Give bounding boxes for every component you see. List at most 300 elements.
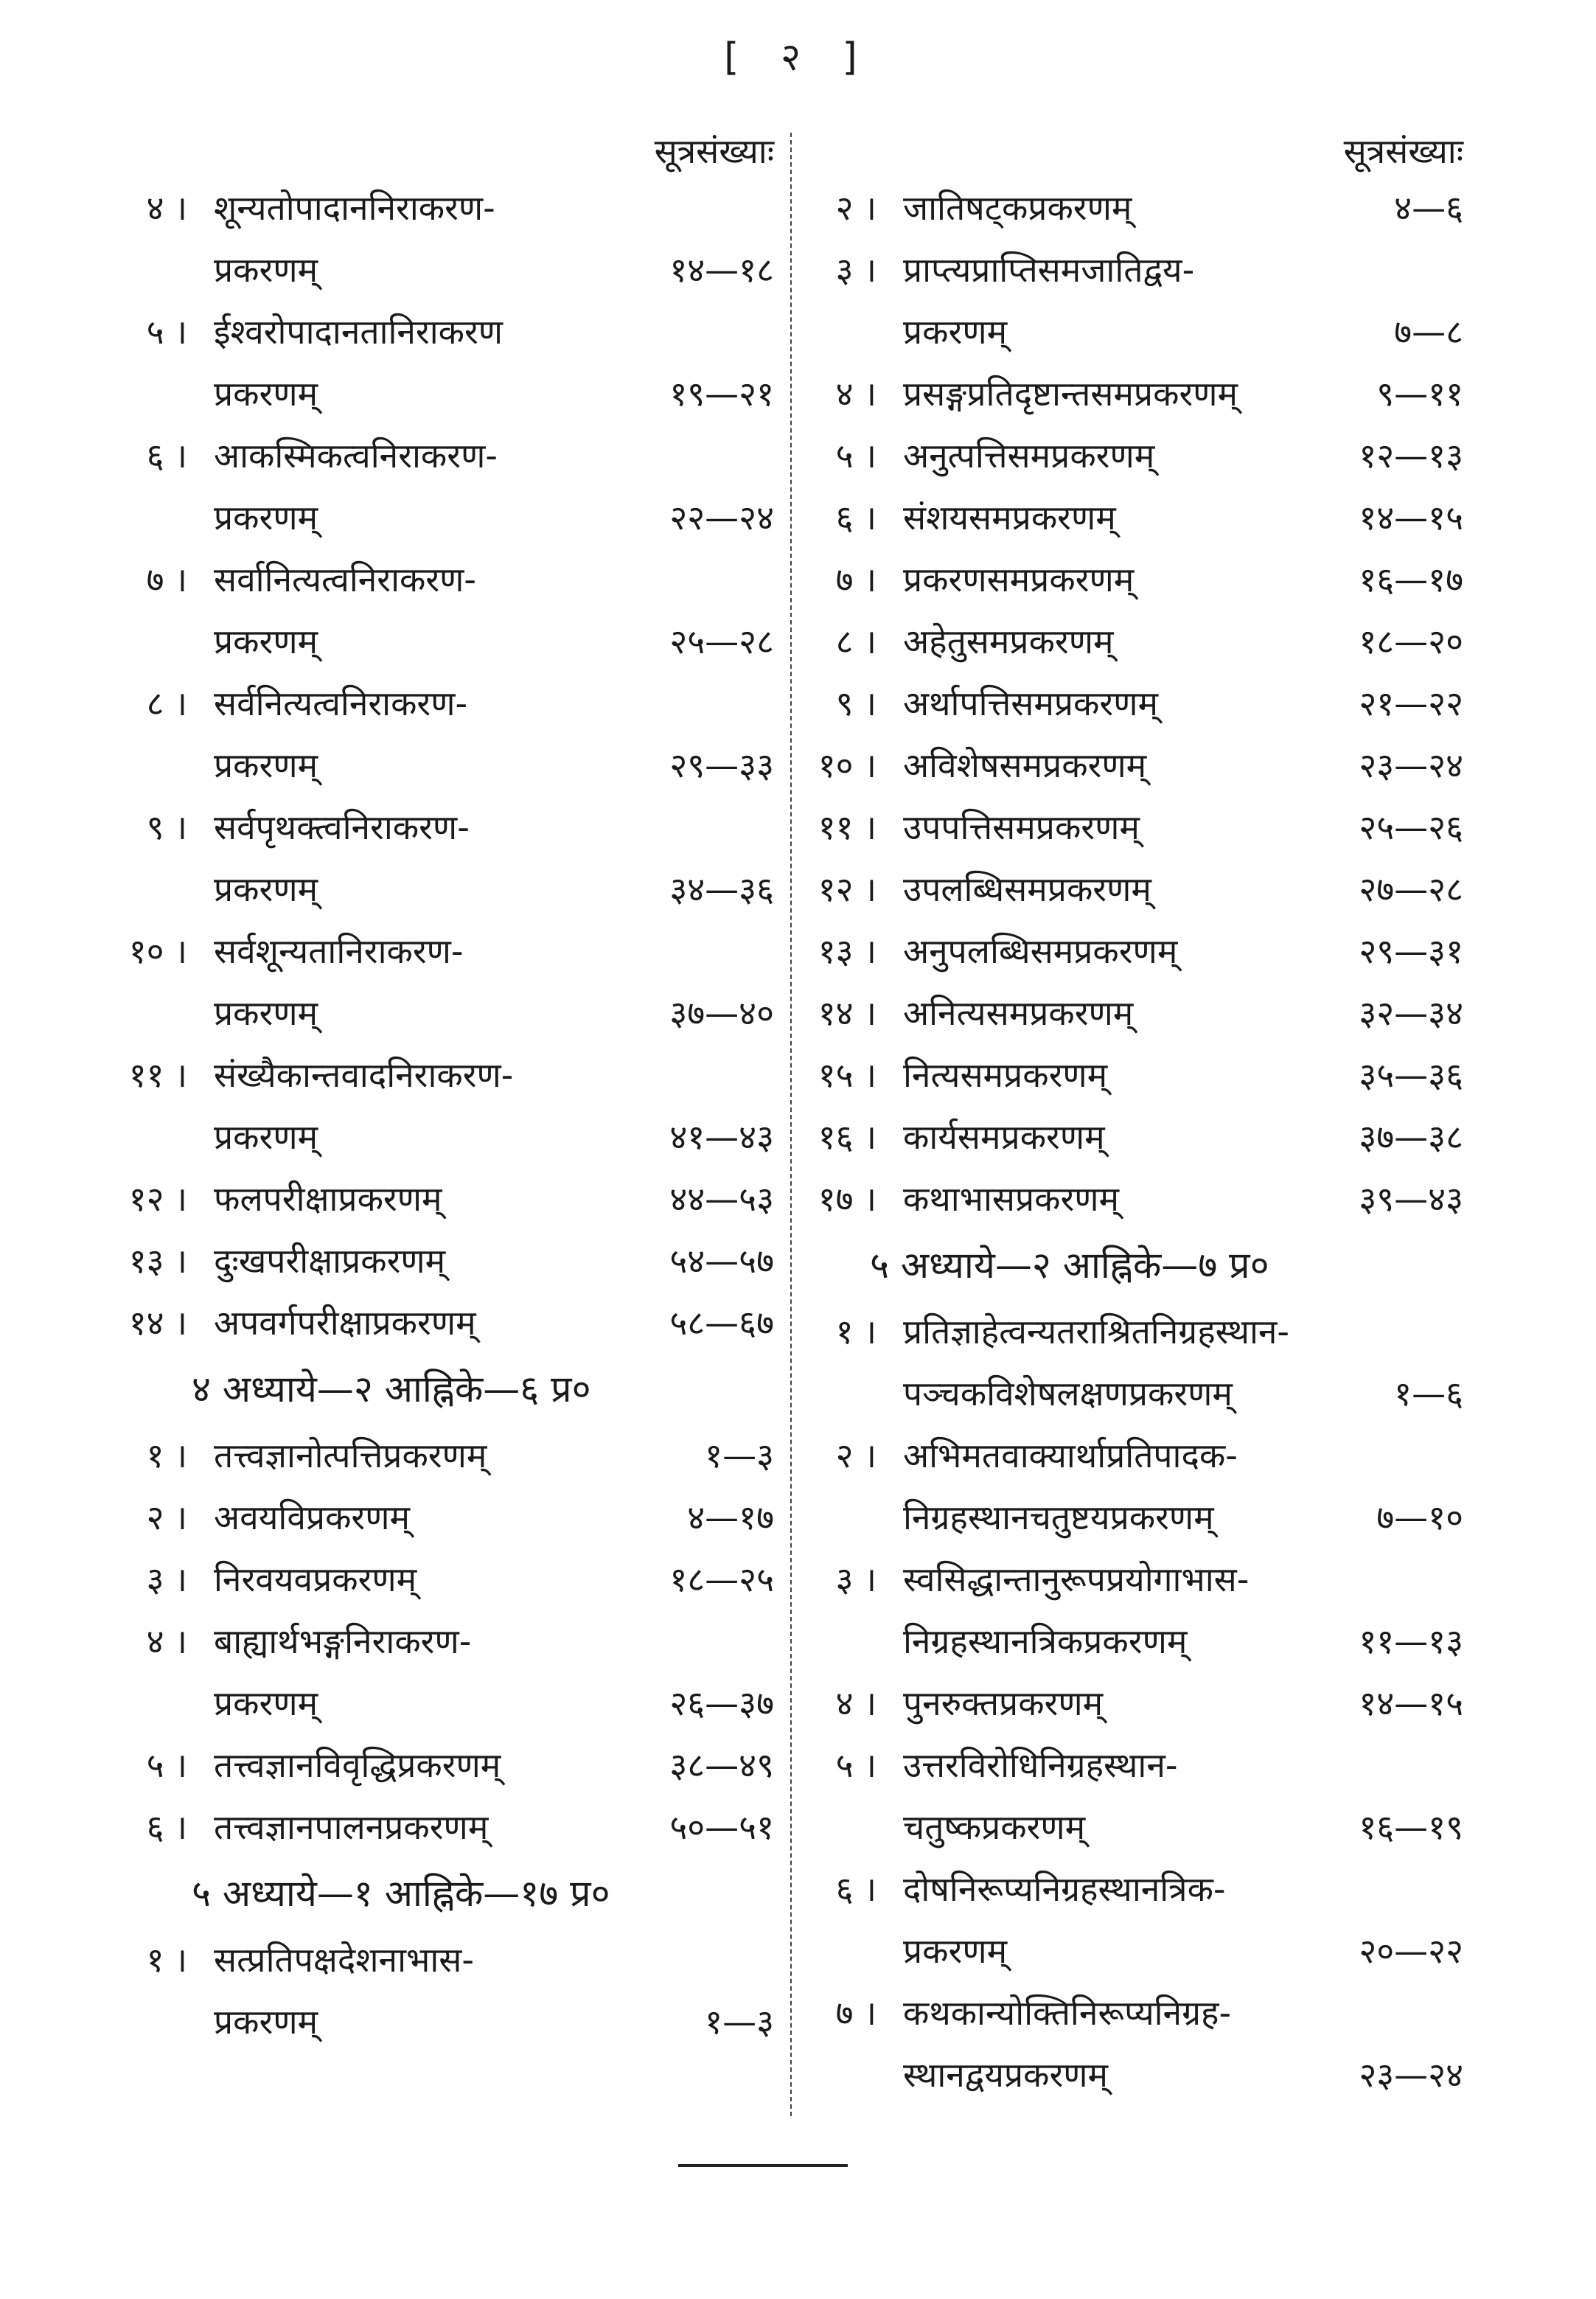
entry-body <box>214 1292 774 1354</box>
entry-title: निग्रहस्थानत्रिकप्रकरणम् <box>903 1621 1188 1661</box>
sutra-range: ३५—३६ <box>1359 1055 1463 1095</box>
entry-title: निरवयवप्रकरणम् <box>214 1559 417 1599</box>
entry-number <box>800 1548 903 1610</box>
entry-number-text: १६ <box>818 1117 854 1157</box>
sutra-range: ५४—५७ <box>669 1241 774 1281</box>
toc-entry <box>111 425 774 549</box>
entry-title: तत्त्वज्ञानविवृद्धिप्रकरणम् <box>214 1745 501 1785</box>
toc-entry <box>800 672 1463 734</box>
entry-number-text: १७ <box>818 1179 854 1219</box>
toc-entry <box>800 1301 1463 1425</box>
entry-number <box>800 1982 903 2044</box>
entry-number <box>111 1796 214 1858</box>
left-entry-list <box>111 177 774 2053</box>
entry-title: प्रकरणम् <box>214 745 318 785</box>
section-heading: ४ अध्याये—२ आह्निके—६ प्र० <box>192 1368 591 1411</box>
sutra-range: १२—१३ <box>1359 436 1463 476</box>
sutra-range: ५८—६७ <box>669 1303 774 1343</box>
entry-title: प्रकरणम् <box>214 993 318 1033</box>
danda-separator: । <box>174 1436 187 1475</box>
sutra-range: ११—१३ <box>1359 1621 1463 1661</box>
entry-number-text: ७ <box>835 560 854 599</box>
danda-separator: । <box>863 1559 877 1599</box>
left-column <box>111 125 774 2053</box>
entry-number-text: ७ <box>835 1993 854 2033</box>
danda-separator: । <box>174 436 187 476</box>
entry-line <box>214 1486 774 1548</box>
danda-separator: । <box>863 745 877 785</box>
right-column <box>800 125 1463 2106</box>
sutra-range: २७—२८ <box>1359 869 1463 909</box>
entry-line <box>903 1044 1463 1106</box>
entry-number <box>800 982 903 1044</box>
entry-number-text: ४ <box>146 1621 164 1661</box>
entry-number <box>111 549 214 611</box>
entry-title: प्रकरणम् <box>903 1931 1008 1971</box>
entry-number <box>800 920 903 982</box>
danda-separator: । <box>174 1559 187 1599</box>
sutra-range: २३—२४ <box>1359 2055 1463 2095</box>
entry-line <box>903 1672 1463 1734</box>
entry-title: दुःखपरीक्षाप्रकरणम् <box>214 1241 446 1281</box>
sutra-range: १६—१७ <box>1359 560 1463 599</box>
entry-number-text: १२ <box>818 869 854 909</box>
entry-body <box>903 239 1463 363</box>
entry-body <box>903 1734 1463 1858</box>
toc-entry <box>800 177 1463 239</box>
toc-entry <box>111 1929 774 2053</box>
toc-entry <box>111 1425 774 1486</box>
sutra-range: २९—३३ <box>669 745 774 785</box>
entry-number-text: ५ <box>146 1745 164 1785</box>
section-heading: ५ अध्याये—२ आह्निके—७ प्र० <box>870 1244 1269 1287</box>
danda-separator: । <box>863 993 877 1033</box>
sutra-range: २५—२८ <box>669 622 774 661</box>
entry-line <box>214 734 774 796</box>
toc-entry <box>800 239 1463 363</box>
entry-body <box>903 734 1463 796</box>
entry-line <box>214 1425 774 1486</box>
entry-line <box>214 301 774 363</box>
sutra-range: ७—१० <box>1376 1498 1463 1537</box>
sutra-range: १—६ <box>1394 1374 1463 1413</box>
toc-entry <box>800 1106 1463 1168</box>
entry-line <box>903 982 1463 1044</box>
entry-line <box>903 239 1463 301</box>
entry-number <box>800 1168 903 1230</box>
entry-number-text: १ <box>835 1312 854 1352</box>
entry-title: संशयसमप्रकरणम् <box>903 498 1116 538</box>
entry-line <box>903 1168 1463 1230</box>
entry-body <box>903 1982 1463 2106</box>
entry-number <box>111 1168 214 1230</box>
danda-separator: । <box>174 188 187 228</box>
entry-line <box>903 734 1463 796</box>
entry-number-text: ५ <box>146 312 164 352</box>
entry-number <box>800 672 903 734</box>
toc-entry <box>800 425 1463 487</box>
entry-title: प्रकरणम् <box>214 869 318 909</box>
danda-separator: । <box>863 622 877 661</box>
entry-number <box>800 363 903 425</box>
entry-line <box>903 858 1463 920</box>
entry-body <box>903 1425 1463 1548</box>
sutra-range: १४—१५ <box>1359 498 1463 538</box>
entry-title: प्राप्त्यप्राप्तिसमजातिद्वय- <box>903 250 1195 290</box>
entry-body <box>214 1486 774 1548</box>
entry-line <box>903 1982 1463 2044</box>
entry-line <box>903 1920 1463 1982</box>
danda-separator: । <box>863 1993 877 2033</box>
danda-separator: । <box>174 807 187 847</box>
toc-entry <box>800 796 1463 858</box>
entry-number <box>800 734 903 796</box>
entry-title: प्रसङ्गप्रतिदृष्टान्तसमप्रकरणम् <box>903 374 1238 414</box>
entry-line <box>214 1672 774 1734</box>
entry-number <box>800 1672 903 1734</box>
entry-number-text: १ <box>146 1436 164 1475</box>
danda-separator: । <box>863 1745 877 1785</box>
entry-number-text: १५ <box>818 1055 854 1095</box>
entry-number-text: ६ <box>146 1807 164 1847</box>
entry-title: प्रकरणम् <box>214 622 318 661</box>
entry-title: बाह्यार्थभङ्गनिराकरण- <box>214 1621 472 1661</box>
entry-number-text: ७ <box>146 560 164 599</box>
danda-separator: । <box>863 807 877 847</box>
entry-number <box>111 920 214 982</box>
entry-line <box>214 982 774 1044</box>
toc-entry <box>111 1486 774 1548</box>
toc-entry <box>800 1548 1463 1672</box>
entry-body <box>214 1796 774 1858</box>
entry-title: जातिषट्कप्रकरणम् <box>903 188 1132 228</box>
entry-body <box>903 487 1463 549</box>
entry-number <box>111 1548 214 1610</box>
entry-body <box>214 301 774 425</box>
entry-line <box>214 1734 774 1796</box>
entry-body <box>903 982 1463 1044</box>
entry-body <box>214 796 774 920</box>
toc-entry <box>111 920 774 1044</box>
entry-title: अनुपलब्धिसमप्रकरणम् <box>903 931 1178 971</box>
entry-line <box>903 549 1463 611</box>
entry-title: फलपरीक्षाप्रकरणम् <box>214 1179 442 1219</box>
danda-separator: । <box>174 1303 187 1343</box>
entry-title: चतुष्कप्रकरणम् <box>903 1807 1086 1847</box>
entry-line <box>214 1230 774 1292</box>
entry-line <box>214 549 774 611</box>
column-divider <box>790 133 792 2116</box>
entry-number <box>111 1044 214 1106</box>
entry-body <box>903 920 1463 982</box>
entry-number <box>800 549 903 611</box>
danda-separator: । <box>863 1055 877 1095</box>
entry-number <box>111 1292 214 1354</box>
sutra-range: १—३ <box>705 1436 774 1475</box>
danda-separator: । <box>863 560 877 599</box>
entry-body <box>903 425 1463 487</box>
entry-number <box>800 487 903 549</box>
sutra-range: २२—२४ <box>669 498 774 538</box>
entry-title: अर्थापत्तिसमप्रकरणम् <box>903 684 1158 723</box>
entry-number <box>800 1106 903 1168</box>
entry-number-text: ६ <box>146 436 164 476</box>
entry-title: प्रकरणम् <box>214 1117 318 1157</box>
entry-title: शून्यतोपादाननिराकरण- <box>214 188 495 228</box>
entry-title: पुनरुक्तप्रकरणम् <box>903 1683 1104 1723</box>
entry-line <box>903 1425 1463 1486</box>
entry-line <box>214 1991 774 2053</box>
entry-line <box>214 425 774 487</box>
toc-entry <box>800 920 1463 982</box>
danda-separator: । <box>174 684 187 723</box>
entry-title: निग्रहस्थानचतुष्टयप्रकरणम् <box>903 1498 1214 1537</box>
sutra-range: २५—२६ <box>1359 807 1463 847</box>
toc-entry <box>111 549 774 672</box>
entry-body <box>214 1929 774 2053</box>
entry-line <box>214 1292 774 1354</box>
entry-body <box>903 1858 1463 1982</box>
entry-line <box>903 1734 1463 1796</box>
entry-line <box>903 1796 1463 1858</box>
sutra-range: ३२—३४ <box>1359 993 1463 1033</box>
toc-entry <box>111 177 774 301</box>
entry-title: सर्वनित्यत्वनिराकरण- <box>214 684 468 723</box>
danda-separator: । <box>174 312 187 352</box>
entry-title: उपपत्तिसमप्रकरणम् <box>903 807 1140 847</box>
entry-body <box>903 1672 1463 1734</box>
entry-title: पञ्चकविशेषलक्षणप्रकरणम् <box>903 1374 1233 1413</box>
entry-number <box>800 177 903 239</box>
entry-title: प्रकरणसमप्रकरणम् <box>903 560 1135 599</box>
entry-number <box>111 1734 214 1796</box>
entry-body <box>214 1734 774 1796</box>
entry-number <box>111 1230 214 1292</box>
entry-number-text: १० <box>818 745 854 785</box>
entry-title: सर्वशून्यतानिराकरण- <box>214 931 464 971</box>
danda-separator: । <box>863 1869 877 1909</box>
entry-title: अनुत्पत्तिसमप्रकरणम् <box>903 436 1155 476</box>
entry-number-text: १४ <box>818 993 854 1033</box>
sutra-count-header: सूत्रसंख्याः <box>1343 131 1463 171</box>
entry-title: अविशेषसमप्रकरणम् <box>903 745 1147 785</box>
entry-line <box>903 1301 1463 1363</box>
entry-number <box>800 796 903 858</box>
danda-separator: । <box>174 1940 187 1980</box>
entry-number-text: ४ <box>146 188 164 228</box>
sutra-count-header: सूत्रसंख्याः <box>654 131 774 171</box>
entry-line <box>903 1486 1463 1548</box>
entry-body <box>903 1106 1463 1168</box>
entry-title: सत्प्रतिपक्षदेशनाभास- <box>214 1940 474 1980</box>
entry-number <box>111 1425 214 1486</box>
entry-number <box>800 239 903 301</box>
danda-separator: । <box>863 1179 877 1219</box>
entry-number-text: १३ <box>128 1241 164 1281</box>
toc-entry <box>800 1044 1463 1106</box>
entry-line <box>903 1858 1463 1920</box>
sutra-range: ३८—४९ <box>669 1745 774 1785</box>
entry-number-text: ९ <box>146 807 164 847</box>
entry-line <box>214 239 774 301</box>
entry-title: उत्तरविरोधिनिग्रहस्थान- <box>903 1745 1178 1785</box>
toc-entry <box>111 1610 774 1734</box>
sutra-range: ४१—४३ <box>669 1117 774 1157</box>
toc-entry <box>111 1168 774 1230</box>
toc-entry <box>111 672 774 796</box>
entry-title: स्वसिद्धान्तानुरूपप्रयोगाभास- <box>903 1559 1250 1599</box>
entry-line <box>214 487 774 549</box>
toc-entry <box>800 734 1463 796</box>
section-heading: ५ अध्याये—१ आह्निके—१७ प्र० <box>192 1872 610 1915</box>
sutra-range: १४—१५ <box>1359 1683 1463 1723</box>
entry-title: अभिमतवाक्यार्थाप्रतिपादक- <box>903 1436 1238 1475</box>
entry-body <box>903 858 1463 920</box>
danda-separator: । <box>863 374 877 414</box>
sutra-range: ४—६ <box>1394 188 1463 228</box>
entry-title: उपलब्धिसमप्रकरणम् <box>903 869 1151 909</box>
entry-body <box>214 425 774 549</box>
toc-entry <box>111 1292 774 1354</box>
entry-number <box>800 1734 903 1796</box>
sutra-range: २१—२२ <box>1359 684 1463 723</box>
sutra-range: ३७—४० <box>669 993 774 1033</box>
entry-number-text: १० <box>128 931 164 971</box>
sutra-range: १९—२१ <box>669 374 774 414</box>
entry-title: स्थानद्वयप्रकरणम् <box>903 2055 1109 2095</box>
entry-line <box>214 1610 774 1672</box>
danda-separator: । <box>863 1436 877 1475</box>
entry-number <box>800 611 903 672</box>
sutra-range: ५०—५१ <box>669 1807 774 1847</box>
danda-separator: । <box>174 1807 187 1847</box>
entry-body <box>214 1610 774 1734</box>
danda-separator: । <box>174 1745 187 1785</box>
entry-number <box>111 301 214 363</box>
entry-title: प्रकरणम् <box>214 1683 318 1723</box>
entry-line <box>214 611 774 672</box>
entry-title: कार्यसमप्रकरणम् <box>903 1117 1105 1157</box>
danda-separator: । <box>174 1055 187 1095</box>
entry-body <box>903 177 1463 239</box>
entry-body <box>903 672 1463 734</box>
sutra-range: १८—२५ <box>669 1559 774 1599</box>
sutra-range: १—३ <box>705 2002 774 2042</box>
danda-separator: । <box>174 1621 187 1661</box>
entry-body <box>903 1548 1463 1672</box>
entry-number-text: ३ <box>835 250 854 290</box>
entry-line <box>903 1610 1463 1672</box>
toc-entry <box>800 1734 1463 1858</box>
entry-number-text: ३ <box>835 1559 854 1599</box>
entry-line <box>903 611 1463 672</box>
entry-body <box>214 1044 774 1168</box>
entry-line <box>903 1363 1463 1425</box>
entry-line <box>214 363 774 425</box>
danda-separator: । <box>863 1312 877 1352</box>
entry-line <box>903 425 1463 487</box>
danda-separator: । <box>863 1117 877 1157</box>
bottom-rule <box>678 2164 848 2167</box>
entry-title: तत्त्वज्ञानपालनप्रकरणम् <box>214 1807 489 1847</box>
entry-number <box>800 1425 903 1486</box>
entry-body <box>903 1168 1463 1230</box>
entry-title: अवयविप्रकरणम् <box>214 1498 410 1537</box>
entry-number-text: २ <box>146 1498 164 1537</box>
entry-title: अहेतुसमप्रकरणम् <box>903 622 1114 661</box>
toc-entry <box>800 487 1463 549</box>
toc-entry <box>111 1796 774 1858</box>
entry-number-text: ६ <box>835 1869 854 1909</box>
entry-line <box>214 177 774 239</box>
entry-body <box>214 177 774 301</box>
entry-title: सर्वानित्यत्वनिराकरण- <box>214 560 476 599</box>
entry-body <box>903 796 1463 858</box>
toc-entry <box>111 1734 774 1796</box>
entry-line <box>903 177 1463 239</box>
entry-number <box>111 1929 214 1991</box>
entry-number-text: २ <box>835 1436 854 1475</box>
toc-entry <box>111 301 774 425</box>
entry-number <box>800 425 903 487</box>
entry-number <box>800 1301 903 1363</box>
entry-line <box>214 1106 774 1168</box>
entry-number <box>111 1610 214 1672</box>
entry-number-text: ५ <box>835 1745 854 1785</box>
entry-number-text: ११ <box>128 1055 164 1095</box>
danda-separator: । <box>174 560 187 599</box>
entry-line <box>214 1044 774 1106</box>
entry-line <box>214 858 774 920</box>
sutra-range: ३९—४३ <box>1359 1179 1463 1219</box>
sutra-range: २९—३१ <box>1359 931 1463 971</box>
entry-line <box>903 363 1463 425</box>
entry-number <box>111 672 214 734</box>
entry-number-text: ४ <box>835 1683 854 1723</box>
entry-number-text: ८ <box>835 622 854 661</box>
entry-number-text: ९ <box>835 684 854 723</box>
danda-separator: । <box>863 498 877 538</box>
danda-separator: । <box>174 1179 187 1219</box>
entry-line <box>903 920 1463 982</box>
entry-line <box>903 2044 1463 2106</box>
entry-line <box>903 796 1463 858</box>
entry-line <box>214 796 774 858</box>
danda-separator: । <box>863 931 877 971</box>
danda-separator: । <box>863 436 877 476</box>
danda-separator: । <box>863 188 877 228</box>
entry-title: कथाभासप्रकरणम् <box>903 1179 1120 1219</box>
entry-body <box>214 920 774 1044</box>
danda-separator: । <box>863 1683 877 1723</box>
toc-entry <box>800 982 1463 1044</box>
danda-separator: । <box>174 931 187 971</box>
entry-body <box>214 1548 774 1610</box>
danda-separator: । <box>863 250 877 290</box>
entry-number <box>800 1858 903 1920</box>
entry-line <box>903 301 1463 363</box>
entry-title: दोषनिरूप्यनिग्रहस्थानत्रिक- <box>903 1869 1226 1909</box>
entry-body <box>214 672 774 796</box>
entry-title: प्रकरणम् <box>214 2002 318 2042</box>
entry-line <box>903 1106 1463 1168</box>
danda-separator: । <box>863 684 877 723</box>
toc-entry <box>800 549 1463 611</box>
toc-entry <box>111 1230 774 1292</box>
entry-body <box>903 549 1463 611</box>
entry-number-text: १४ <box>128 1303 164 1343</box>
entry-number-text: ४ <box>835 374 854 414</box>
